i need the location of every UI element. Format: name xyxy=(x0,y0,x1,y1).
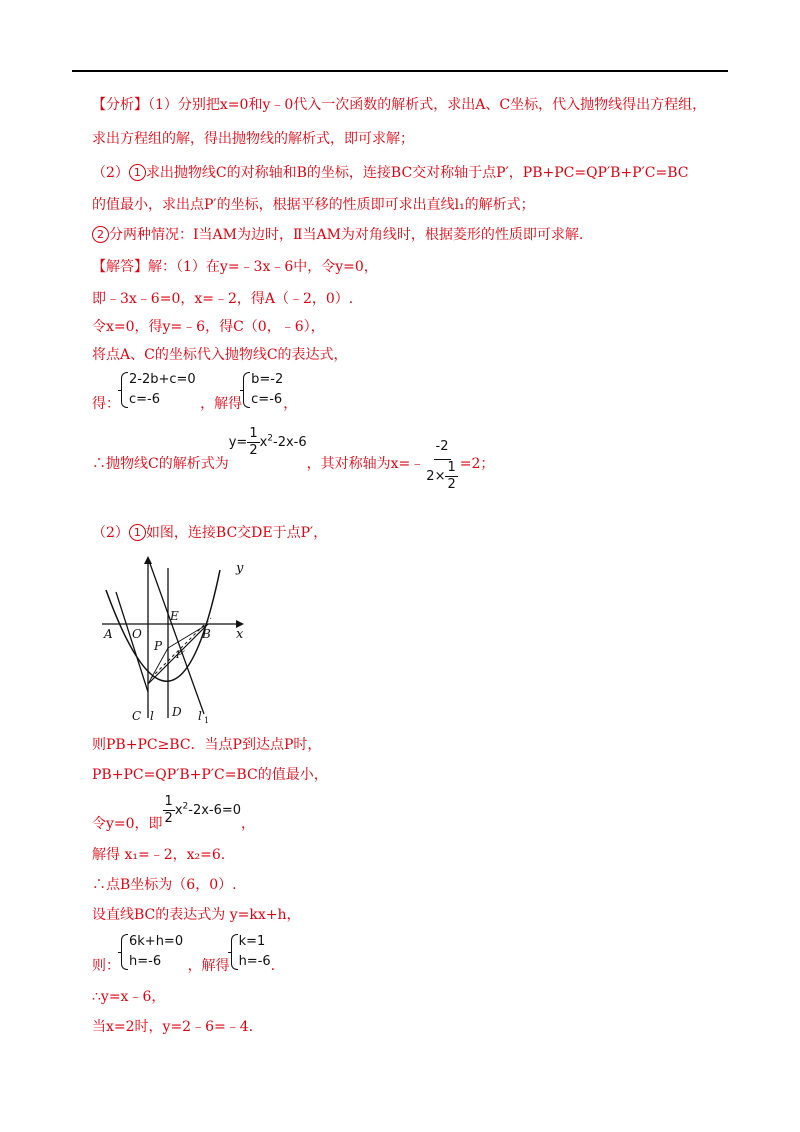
system-4-eq-a: k=1 xyxy=(238,934,266,949)
analysis-line-3 xyxy=(92,164,688,182)
axis-den-fraction xyxy=(445,460,457,493)
part2-line-1 xyxy=(92,524,327,542)
fig-label-p-prime: P′ xyxy=(176,650,185,661)
solution-system-line xyxy=(92,370,297,413)
solution-line-3: 令x=0，得y=﹣6，得C（0，﹣6）， xyxy=(92,319,325,335)
analysis-line-3-prefix: （2） xyxy=(92,165,129,181)
parabola-eq-tail: -2x-6 xyxy=(273,435,307,450)
equation-system-1 xyxy=(120,370,196,410)
part2-line-5: 解得 x₁=﹣2，x₂=6. xyxy=(92,847,226,863)
fig-label-o: O xyxy=(132,627,142,641)
fig-label-y: y xyxy=(236,561,244,576)
system-3-eq-a: 6k+h=0 xyxy=(129,934,184,949)
part2-system-end: . xyxy=(270,958,276,974)
quad-tail: -2x-6=0 xyxy=(188,803,242,818)
part2-line-7: 设直线BC的表达式为 y=kx+h， xyxy=(92,907,301,923)
part2-line-10: 当x=2时，y=2﹣6=﹣4. xyxy=(92,1019,254,1035)
part2-line-9: ∴y=x﹣6， xyxy=(92,989,166,1005)
system-4-eq-b: h=-6 xyxy=(238,954,271,969)
system-2-eq-b: c=-6 xyxy=(251,392,283,407)
circled-number-1: 1 xyxy=(129,164,146,181)
part2-system-prefix: 则： xyxy=(92,958,120,974)
analysis-line-2: 求出方程组的解，得出抛物线的解析式，即可求解； xyxy=(92,131,414,147)
axis-text: ，其对称轴为x=﹣ xyxy=(306,456,425,472)
part2-line-6: ∴点B坐标为（6，0）. xyxy=(92,877,237,893)
part2-line-3: PB+PC=QP′B+P′C=BC的值最小， xyxy=(92,767,328,783)
system-1-eq-b: c=-6 xyxy=(129,392,161,407)
fig-label-a: A xyxy=(104,627,113,641)
analysis-line-5-text: 分两种情况：Ⅰ当AM为边时，Ⅱ当AM为对角线时，根据菱形的性质即可求解. xyxy=(109,227,584,243)
circled-number-1b: 1 xyxy=(129,524,146,541)
system-2-eq-a: b=-2 xyxy=(251,372,284,387)
fig-label-l: l xyxy=(150,709,154,723)
solution-parabola-line xyxy=(92,426,494,493)
parabola-eq-exponent: 2 xyxy=(267,433,274,444)
axis-den-frac-denominator: 2 xyxy=(447,477,456,492)
header-rule xyxy=(72,70,728,72)
fig-label-l1: l xyxy=(198,709,202,723)
axis-den-prefix: 2× xyxy=(426,469,446,484)
quad-frac-numerator: 1 xyxy=(164,794,173,809)
equation-system-4 xyxy=(230,932,271,972)
system-3-eq-b: h=-6 xyxy=(129,954,162,969)
analysis-line-5 xyxy=(92,226,583,244)
parabola-figure xyxy=(96,552,256,724)
solution-line-1: 【解答】解：（1）在y=﹣3x﹣6中，令y=0， xyxy=(92,259,378,275)
equation-system-2 xyxy=(242,370,283,410)
circled-number-2: 2 xyxy=(92,226,109,243)
axis-frac-denominator xyxy=(424,460,459,493)
part2-system-line xyxy=(92,932,275,975)
parabola-eq-x: x xyxy=(259,435,268,450)
frac-numerator: 1 xyxy=(249,426,258,441)
part2-prefix: （2） xyxy=(92,525,129,541)
parabola-half-fraction xyxy=(247,426,259,459)
solution-system-end: ， xyxy=(283,396,298,412)
solution-system-prefix: 得： xyxy=(92,396,120,412)
axis-den-frac-numerator: 1 xyxy=(447,460,456,475)
part2-line-4-prefix: 令y=0，即 xyxy=(92,816,163,832)
parabola-prefix: ∴抛物线C的解析式为 xyxy=(92,456,229,472)
fig-label-d: D xyxy=(172,705,182,719)
analysis-line-1: 【分析】（1）分别把x=0和y﹣0代入一次函数的解析式，求出A、C坐标，代入抛物线得出方程组， xyxy=(92,97,707,113)
axis-frac-numerator: -2 xyxy=(434,439,451,460)
parabola-eq-y: y= xyxy=(228,435,248,450)
fig-label-l1-sub: 1 xyxy=(204,716,210,724)
quadratic-half-fraction xyxy=(163,794,175,827)
axis-end: =2； xyxy=(459,456,495,472)
quad-x: x xyxy=(174,803,183,818)
system-1-eq-a: 2-2b+c=0 xyxy=(129,372,196,387)
line-ac xyxy=(116,592,148,692)
quad-frac-denominator: 2 xyxy=(164,811,173,826)
frac-denominator: 2 xyxy=(249,443,258,458)
fig-label-c: C xyxy=(132,709,142,723)
parabola-equation xyxy=(228,426,307,458)
fig-label-p: P xyxy=(154,639,163,653)
quad-exponent: 2 xyxy=(182,801,189,812)
fig-label-x: x xyxy=(236,627,244,642)
quadratic-equation xyxy=(163,794,242,826)
part2-line-1-text: 如图，连接BC交DE于点P′， xyxy=(145,525,328,541)
analysis-line-4: 的值最小，求出点P′的坐标，根据平移的性质即可求出直线l₁的解析式； xyxy=(92,197,535,213)
y-axis-arrow xyxy=(144,556,152,564)
analysis-line-3-text: 求出抛物线C的对称轴和B的坐标，连接BC交对称轴于点P′，PB+PC=QP′B+P′C=BC xyxy=(145,165,689,181)
equation-system-3 xyxy=(120,932,183,972)
fig-label-b: B xyxy=(202,627,211,641)
fig-label-e: E xyxy=(170,609,179,623)
solution-line-2: 即﹣3x﹣6=0，x=﹣2，得A（﹣2，0）. xyxy=(92,291,354,307)
part2-line-2: 则PB+PC≥BC．当点P到达点P时， xyxy=(92,737,322,753)
part2-line-4-end: ， xyxy=(241,816,256,832)
axis-fraction xyxy=(424,439,459,493)
part2-line-4 xyxy=(92,794,255,835)
part2-system-mid: ，解得 xyxy=(187,958,230,974)
solution-system-mid: ，解得 xyxy=(200,396,243,412)
solution-line-4: 将点A、C的坐标代入抛物线C的表达式， xyxy=(92,347,348,363)
